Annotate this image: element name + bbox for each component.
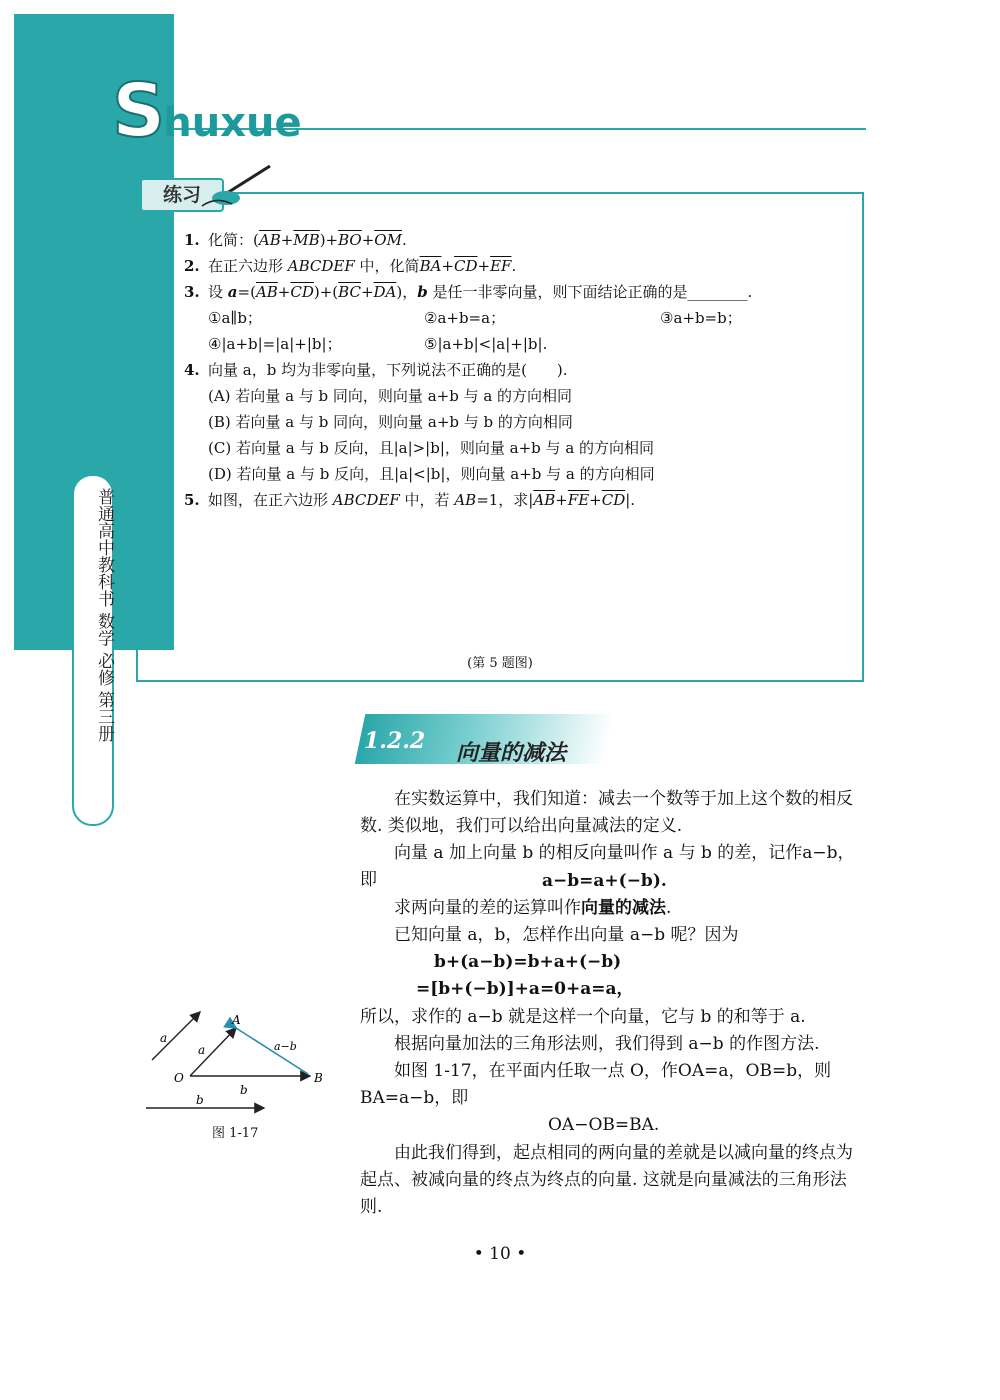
vector-oa xyxy=(190,1028,236,1076)
vector-ba xyxy=(236,1028,308,1074)
label-a-diag: a xyxy=(160,1031,168,1045)
paragraph-1: 在实数运算中，我们知道：减去一个数等于加上这个数的相反数. 类似地，我们可以给出向量减法的定义. xyxy=(360,789,853,836)
label-B: B xyxy=(314,1071,323,1085)
question-4: 4. 向量 a，b 均为非零向量，下列说法不正确的是( ). xyxy=(184,361,568,379)
paragraph-8: 由此我们得到，起点相同的两向量的差就是以减向量的终点为起点、被减向量的终点为终点的向量. 这就是向量减法的三角形法则. xyxy=(360,1143,853,1217)
q4-option-c: (C) 若向量 a 与 b 反向，且|a|>|b|，则向量 a+b 与 a 的方向相同 xyxy=(208,439,655,457)
label-b-side: b xyxy=(240,1083,248,1097)
label-A: A xyxy=(232,1013,241,1027)
figure-5-caption: (第 5 题图) xyxy=(467,656,533,671)
paragraph-4: 已知向量 a，b，怎样作出向量 a−b 呢？因为 xyxy=(394,925,739,945)
q3-option-4: ④|a+b|=|a|+|b|； xyxy=(208,335,342,353)
equation-3: =[b+(−b)]+a=0+a=a， xyxy=(416,979,634,999)
q3-option-3: ③a+b=b； xyxy=(660,309,742,327)
equation-4: OA−OB=BA. xyxy=(548,1115,660,1135)
figure-1-17-caption: 图 1-17 xyxy=(212,1126,259,1141)
shuxue-logo: Shuxue xyxy=(112,68,302,154)
question-1: 1. 化简：$(\overline{AB}+\overline{MB})+\overline{BO}+\overline{OM}$. xyxy=(184,231,407,249)
q4-option-b: (B) 若向量 a 与 b 同向，则向量 a+b 与 b 的方向相同 xyxy=(208,413,573,431)
book-label: 普通高中教科书 数学 必修 第三册 xyxy=(94,488,114,743)
label-O: O xyxy=(174,1071,184,1085)
equation-2: b+(a−b)=b+a+(−b) xyxy=(434,952,622,972)
section-number: 1.2.2 xyxy=(364,728,426,754)
q3-option-2: ②a+b=a； xyxy=(424,309,506,327)
section-title: 向量的减法 xyxy=(456,740,567,766)
pen-icon xyxy=(196,162,276,212)
label-a-side: a xyxy=(198,1043,206,1057)
paragraph-7: 如图 1-17，在平面内任取一点 O，作OA=a，OB=b，则 BA=a−b，即 xyxy=(360,1061,832,1108)
question-3: 3. 设 $a=(\overline{AB}+\overline{CD})+(\overline{BC}+\overline{DA})$，b 是任一非零向量，则下面结论正确的是________. xyxy=(184,283,753,301)
paragraph-2: 向量 a 加上向量 b 的相反向量叫作 a 与 b 的差，记作a−b，即 xyxy=(360,843,855,890)
figure-1-17 xyxy=(140,1004,340,1124)
paragraph-3: 求两向量的差的运算叫作向量的减法. xyxy=(394,898,672,918)
page-number: • 10 • xyxy=(473,1244,527,1264)
practice-tag: 练习 xyxy=(140,178,224,212)
paragraph-5: 所以，求作的 a−b 就是这样一个向量，它与 b 的和等于 a. xyxy=(360,1007,806,1027)
q3-option-1: ①a∥b； xyxy=(208,309,262,327)
paragraph-6: 根据向量加法的三角形法则，我们得到 a−b 的作图方法. xyxy=(394,1034,820,1054)
question-2: 2. 在正六边形 ABCDEF 中，化简$\overline{BA}+\overline{CD}+\overline{EF}$. xyxy=(184,257,517,275)
question-5: 5. 如图，在正六边形 ABCDEF 中，若 AB=1，求$|\overline{AB}+\overline{FE}+\overline{CD}|$. xyxy=(184,491,636,509)
q3-option-5: ⑤|a+b|<|a|+|b|. xyxy=(424,335,548,353)
equation-1: a−b=a+(−b). xyxy=(542,871,667,891)
q4-option-a: (A) 若向量 a 与 b 同向，则向量 a+b 与 a 的方向相同 xyxy=(208,387,573,405)
label-b-bottom: b xyxy=(196,1093,204,1107)
label-a-minus-b: a−b xyxy=(274,1040,297,1053)
q4-option-d: (D) 若向量 a 与 b 反向，且|a|<|b|，则向量 a+b 与 a 的方向相同 xyxy=(208,465,655,483)
